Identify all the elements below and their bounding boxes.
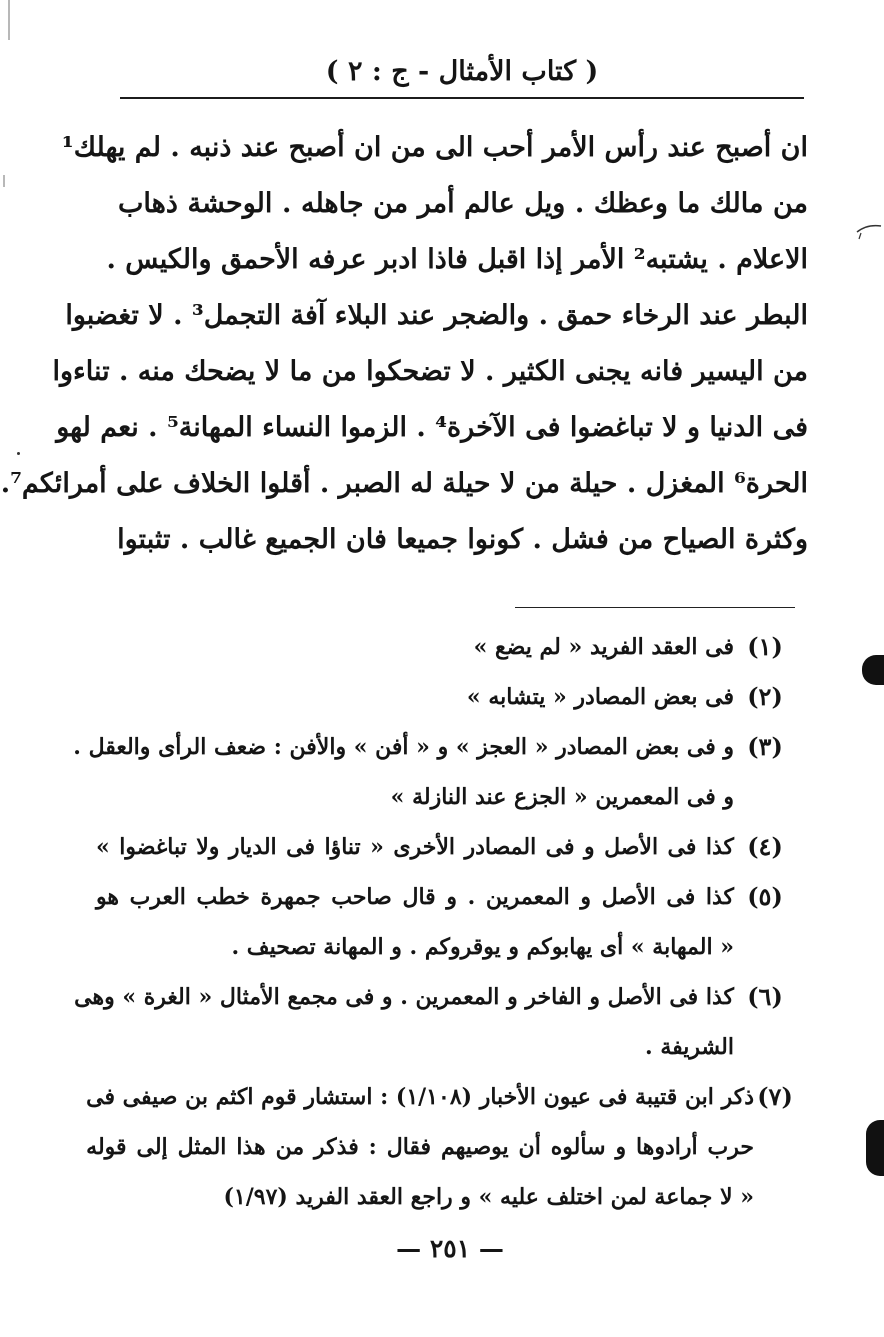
body-line: من مالك ما وعظك . ويل عالم أمر من جاهله . الوحشة ذهاب: [118, 188, 808, 219]
footnote-number: (٧): [757, 1082, 793, 1111]
footnote: [96, 822, 796, 872]
footnote-body: [96, 822, 734, 872]
footnote-body: [96, 622, 734, 672]
footnote-line: حرب أرادوها و سألوه أن يوصيهم فقال : فذكر من هذا المثل إلى قوله: [86, 1134, 754, 1160]
footnote-number: (٤): [747, 832, 783, 861]
footnote: [86, 1072, 796, 1222]
body-line: من اليسير فانه يجنى الكثير . لا تضحكوا من ما لا يضحك منه . تناءوا: [52, 356, 808, 387]
page-number: — ٢٥١ —: [396, 1234, 504, 1263]
footnote-body: [74, 972, 734, 1072]
body-line: البطر عند الرخاء حمق . والضجر عند البلاء آفة التجمل³ . لا تغضبوا: [65, 300, 808, 331]
header-rule: [120, 97, 804, 99]
footnote: [73, 722, 796, 822]
footnote-number: (٣): [747, 732, 783, 761]
footnote-line: و فى المعمرين « الجزع عند النازلة »: [390, 784, 734, 810]
footnote-line: فى العقد الفريد « لم يضع »: [473, 634, 734, 660]
body-line: الاعلام . يشتبه² الأمر إذا اقبل فاذا ادبر عرفه الأحمق والكيس .: [106, 244, 808, 275]
scan-edge-blot: [866, 1120, 884, 1176]
footnote-body: [86, 1072, 754, 1222]
footnote-line: الشريفة .: [645, 1034, 734, 1060]
footnote-line: كذا فى الأصل و فى المصادر الأخرى « تناؤا فى الديار ولا تباغضوا »: [96, 834, 734, 860]
footnote: [96, 872, 796, 972]
footnote-number: (٢): [747, 682, 783, 711]
scan-edge-mark: [8, 0, 10, 40]
footnote-number: (١): [747, 632, 783, 661]
body-line: الحرة⁶ المغزل . حيلة من لا حيلة له الصبر . أقلوا الخلاف على أمرائكم⁷.: [0, 468, 808, 499]
footnotes-block: [73, 622, 796, 1222]
footnote-line: كذا فى الأصل و الفاخر و المعمرين . و فى مجمع الأمثال « الغرة » وهى: [74, 984, 734, 1010]
scan-speck: [17, 452, 20, 455]
body-line: وكثرة الصياح من فشل . كونوا جميعا فان الجميع غالب . تثبتوا: [117, 524, 808, 555]
margin-tick-mark: [855, 220, 883, 240]
footnote-number: (٥): [747, 882, 783, 911]
footnote-line: ذكر ابن قتيبة فى عيون الأخبار (١/١٠٨) : استشار قوم اكثم بن صيفى فى: [86, 1084, 754, 1110]
scan-edge-blot: [862, 655, 884, 685]
footnote: [96, 672, 796, 722]
footnote: [74, 972, 796, 1072]
footnote-body: [73, 722, 734, 822]
footnote-rule: [515, 607, 795, 608]
footnote-line: « المهابة » أى يهابوكم و يوقروكم . و المهانة تصحيف .: [231, 934, 734, 960]
main-text-block: [0, 120, 808, 568]
scan-edge-mark: [3, 175, 5, 187]
body-line: ان أصبح عند رأس الأمر أحب الى من ان أصبح عند ذنبه . لم يهلك¹: [61, 132, 808, 163]
footnote-line: كذا فى الأصل و المعمرين . و قال صاحب جمهرة خطب العرب هو: [96, 884, 734, 910]
running-head-title: ( كتاب الأمثال - ج : ٢ ): [325, 56, 599, 87]
body-line: فى الدنيا و لا تباغضوا فى الآخرة⁴ . الزموا النساء المهانة⁵ . نعم لهو: [56, 412, 808, 443]
footnote-number: (٦): [747, 982, 783, 1011]
footnote-body: [96, 872, 734, 972]
footnote-line: فى بعض المصادر « يتشابه »: [466, 684, 734, 710]
footnote-body: [96, 672, 734, 722]
footnote-line: و فى بعض المصادر « العجز » و « أفن » والأفن : ضعف الرأى والعقل .: [73, 734, 734, 760]
footnote: [96, 622, 796, 672]
footnote-line: « لا جماعة لمن اختلف عليه » و راجع العقد الفريد (١/٩٧): [223, 1184, 754, 1210]
